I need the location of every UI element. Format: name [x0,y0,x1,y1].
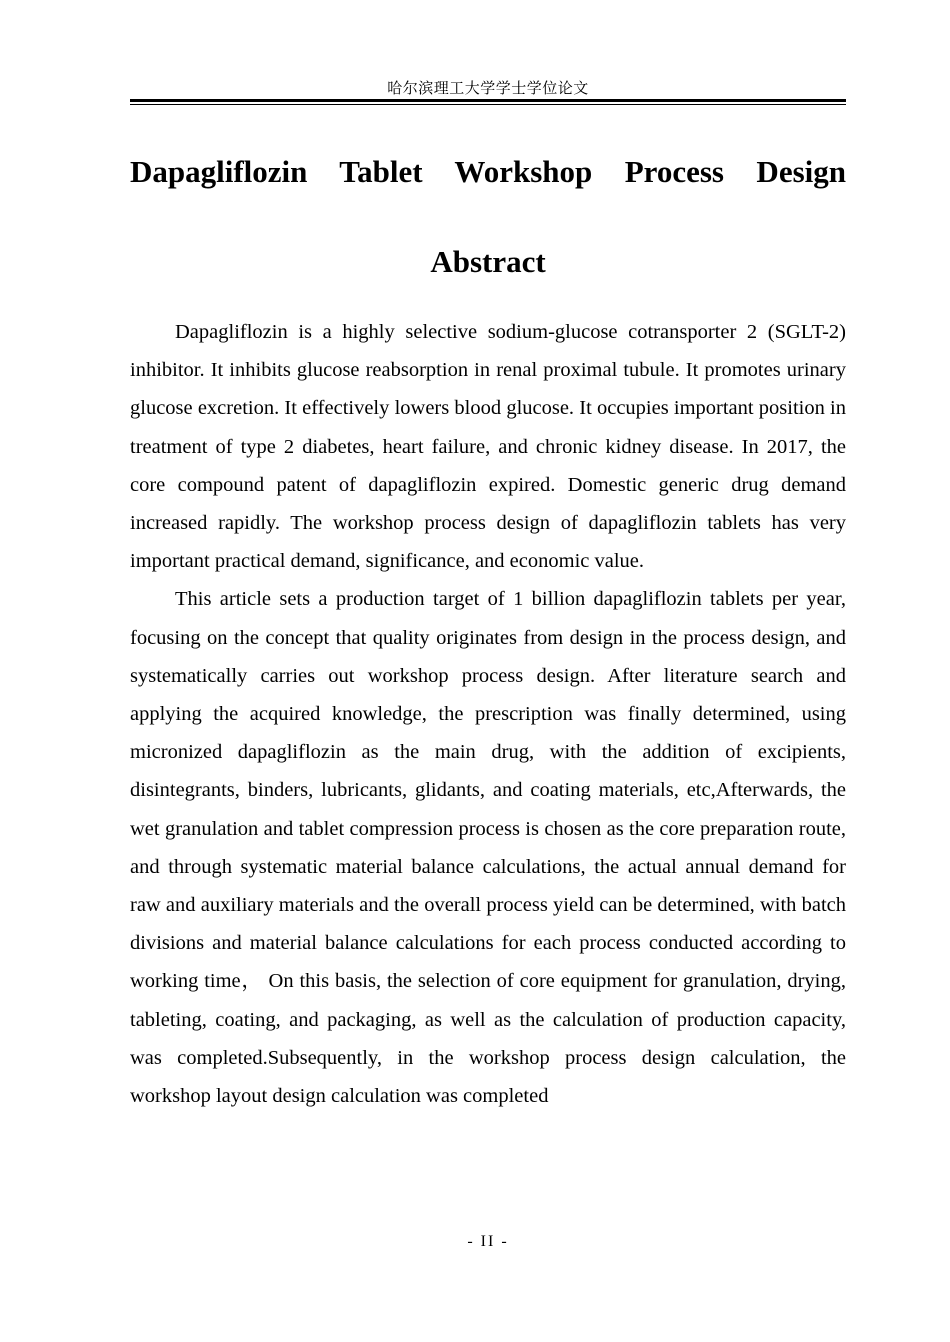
paper-title: Dapagliflozin Tablet Workshop Process Design [130,154,846,189]
page-number: - II - [467,1233,509,1250]
running-header: 哈尔滨理工大学学士学位论文 [387,79,589,97]
abstract-heading: Abstract [430,244,546,279]
abstract-paragraph: This article sets a production target of 1 billion dapagliflozin tablets per year, focusing on the concept that quality originates from design in the process design, and systematically carries out workshop process design. After literature search and applying the acquired knowledge, the prescription was finally determined, using micronized dapagliflozin as the main drug, with the addition of excipients, disintegrants, binders, lubricants, glidants, and coating materials, etc,Afterwards, the wet granulation and tablet compression process is chosen as the core preparation route, and through systematic material balance calculations, the actual annual demand for raw and auxiliary materials and the overall process yield can be determined, with batch divisions and material balance calculations for each process conducted according to working time， On this basis, the selection of core equipment for granulation, drying, tableting, coating, and packaging, as well as the calculation of production capacity, was completed.Subsequently, in the workshop process design calculation, the workshop layout design calculation was completed [130,588,846,1108]
header-rule-thick [130,99,846,102]
abstract-paragraph: Dapagliflozin is a highly selective sodium-glucose cotransporter 2 (SGLT-2) inhibitor. It inhibits glucose reabsorption in renal proximal tubule. It promotes urinary glucose excretion. It effectively lowers blood glucose. It occupies important position in treatment of type 2 diabetes, heart failure, and chronic kidney disease. In 2017, the core compound patent of dapagliflozin expired. Domestic generic drug demand increased rapidly. The workshop process design of dapagliflozin tablets has very important practical demand, significance, and economic value. [130,321,846,573]
abstract-body [130,313,846,1115]
header-rule-thin [130,104,846,105]
